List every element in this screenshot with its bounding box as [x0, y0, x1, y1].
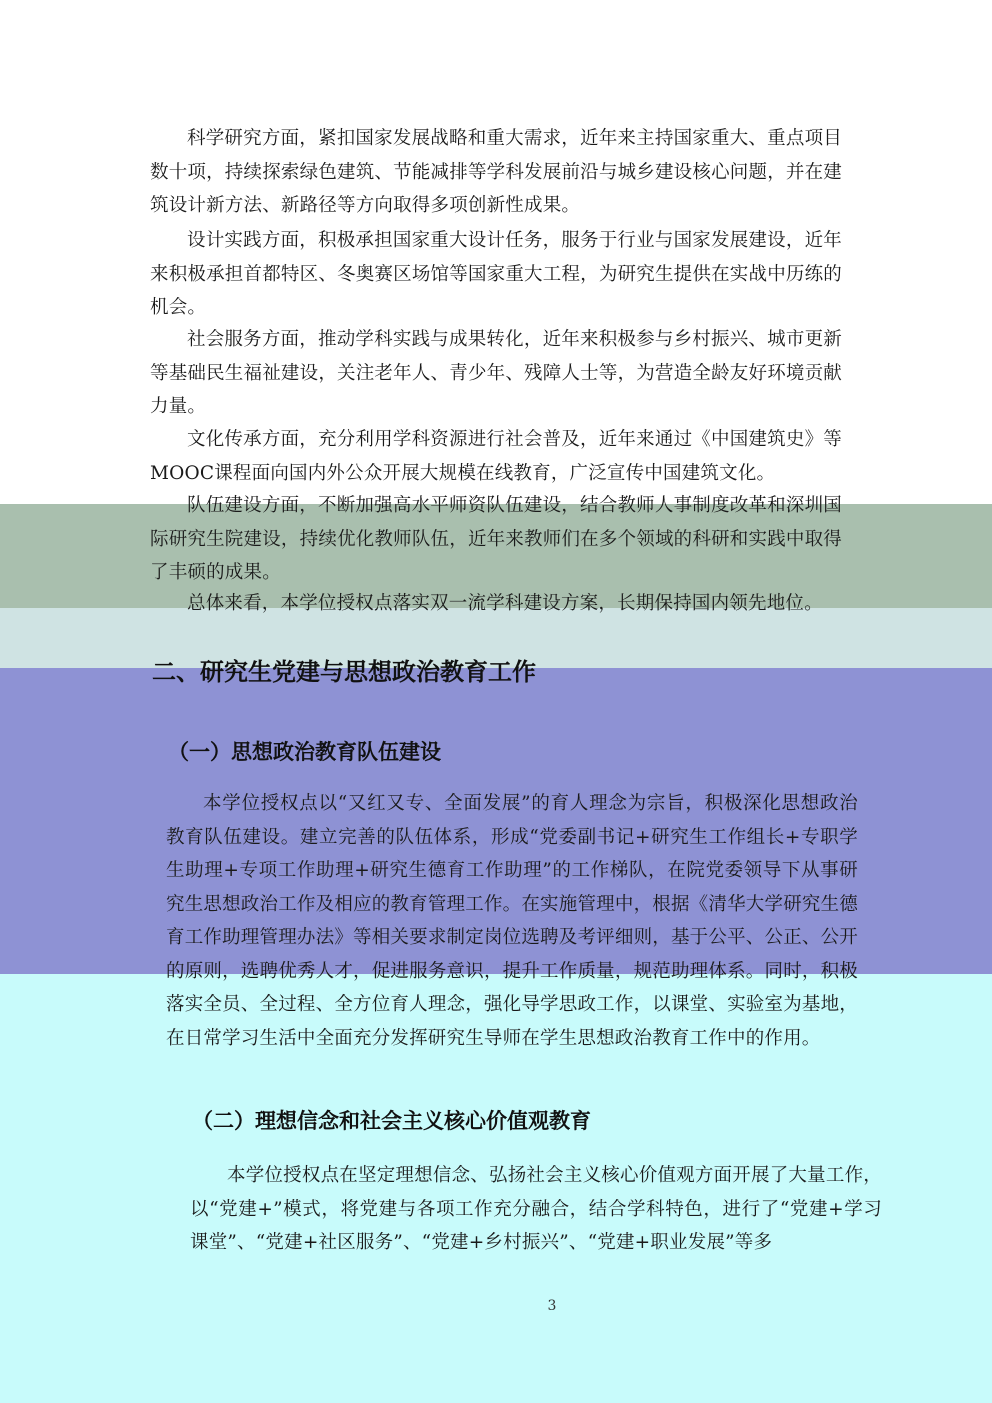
paragraph-summary: 总体来看，本学位授权点落实双一流学科建设方案，长期保持国内领先地位。	[187, 593, 823, 614]
subsection-title-1: （一）思想政治教育队伍建设	[168, 740, 441, 764]
subsection-title-2: （二）理想信念和社会主义核心价值观教育	[192, 1109, 591, 1133]
paragraph-social-service: 社会服务方面，推动学科实践与成果转化，近年来积极参与乡村振兴、城市更新等基础民生福祉建设，关注老年人、青少年、残障人士等，为营造全龄友好环境贡献力量。	[150, 329, 842, 417]
paragraph-research: 科学研究方面，紧扣国家发展战略和重大需求，近年来主持国家重大、重点项目数十项，持续探索绿色建筑、节能减排等学科发展前沿与城乡建设核心问题，并在建筑设计新方法、新路径等方向取得多项创新性成果。	[150, 128, 842, 216]
subsection-body-2: 本学位授权点在坚定理想信念、弘扬社会主义核心价值观方面开展了大量工作，以“党建+”模式，将党建与各项工作充分融合，结合学科特色，进行了“党建+学习课堂”、“党建+社区服务”、“党建+乡村振兴”、“党建+职业发展”等多	[190, 1165, 882, 1253]
paragraph-faculty-building: 队伍建设方面，不断加强高水平师资队伍建设，结合教师人事制度改革和深圳国际研究生院建设，持续优化教师队伍，近年来教师们在多个领域的科研和实践中取得了丰硕的成果。	[150, 495, 842, 583]
subsection-body-1: 本学位授权点以“又红又专、全面发展”的育人理念为宗旨，积极深化思想政治教育队伍建设。建立完善的队伍体系，形成“党委副书记+研究生工作组长+专职学生助理+专项工作助理+研究生德育工作助理”的工作梯队，在院党委领导下从事研究生思想政治工作及相应的教育管理工作。在实施管理中，根据《清华大学研究生德育工作助理管理办法》等相关要求制定岗位选聘及考评细则，基于公平、公正、公开的原则，选聘优秀人才，促进服务意识，提升工作质量，规范助理体系。同时，积极落实全员、全过程、全方位育人理念，强化导学思政工作，以课堂、实验室为基地，在日常学习生活中全面充分发挥研究生导师在学生思想政治教育工作中的作用。	[166, 793, 858, 1049]
page-number: 3	[547, 1298, 557, 1314]
paragraph-cultural-heritage: 文化传承方面，充分利用学科资源进行社会普及，近年来通过《中国建筑史》等MOOC课程面向国内外公众开展大规模在线教育，广泛宣传中国建筑文化。	[150, 429, 842, 484]
section-title: 二、研究生党建与思想政治教育工作	[152, 658, 536, 686]
paragraph-design-practice: 设计实践方面，积极承担国家重大设计任务，服务于行业与国家发展建设，近年来积极承担首都特区、冬奥赛区场馆等国家重大工程，为研究生提供在实战中历练的机会。	[150, 230, 842, 318]
